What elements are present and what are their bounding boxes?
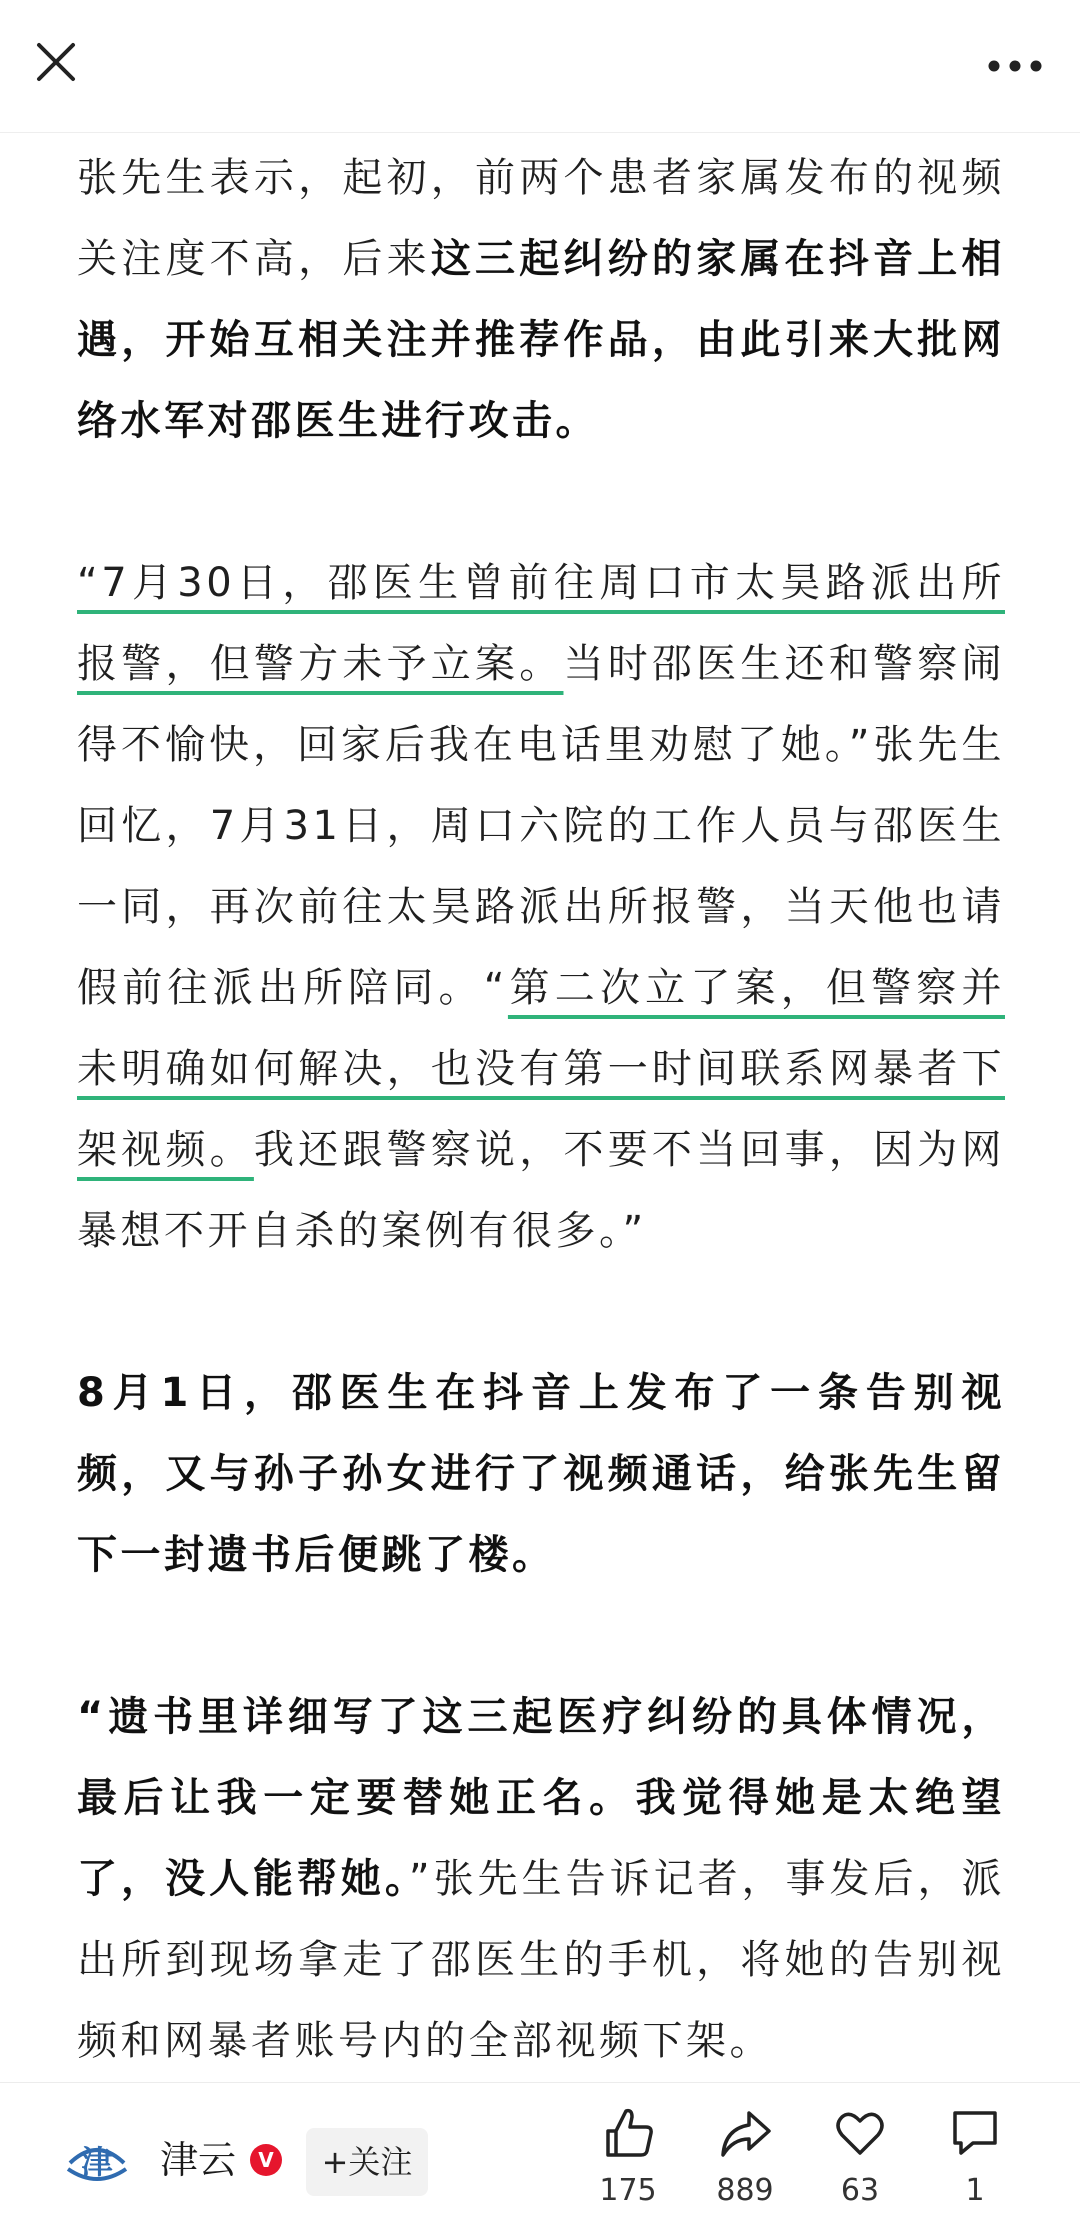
- jin-logo-icon[interactable]: [62, 2125, 132, 2195]
- verified-badge-icon: V: [250, 2144, 282, 2176]
- heart-icon: [832, 2105, 888, 2161]
- like-count: 175: [599, 2173, 657, 2208]
- follow-button[interactable]: +关注: [306, 2128, 428, 2196]
- paragraph-1-text: 张先生表示，起初，前两个患者家属发布的视频关注度不高，后来: [77, 155, 1005, 282]
- paragraph-3-bold: 8月1日，邵医生在抖音上发布了一条告别视频，又与孙子孙女进行了视频通话，给张先生留下一封遗书后便跳了楼。: [77, 1370, 1005, 1578]
- close-button[interactable]: [26, 32, 86, 92]
- close-icon: [35, 41, 77, 83]
- paragraph-2-text-1: 当时邵医生还和警察闹得不愉快，回家后我在电话里劝慰了她。”张先生回忆，7月31日，周口六院的工作人员与邵医生一同，再次前往太昊路派出所报警，当天他也请假前往派出所陪同。“: [77, 641, 1005, 1011]
- share-count: 889: [716, 2173, 774, 2208]
- svg-text:津: 津: [80, 2143, 114, 2181]
- article-body: [77, 132, 1005, 2082]
- share-button[interactable]: [690, 2105, 800, 2225]
- share-icon: [717, 2105, 773, 2161]
- thumbs-up-icon: [600, 2105, 656, 2161]
- paragraph-4-text: ”张先生告诉记者，事发后，派出所到现场拿走了邵医生的手机，将她的告别视频和网暴者账号内的全部视频下架。: [77, 1856, 1005, 2064]
- top-bar: [0, 0, 1080, 133]
- bottom-bar: [0, 2082, 1080, 2236]
- paragraph-2-text-2: 我还跟警察说，不要不当回事，因为网暴想不开自杀的案例有很多。”: [77, 1127, 1005, 1254]
- comment-icon: [947, 2105, 1003, 2161]
- paragraph-1-bold: 这三起纠纷的家属在抖音上相遇，开始互相关注并推荐作品，由此引来大批网络水军对邵医生进行攻击。: [77, 236, 1005, 444]
- favorite-button[interactable]: [805, 2105, 915, 2225]
- highlighted-quote-2: 第二次立了案，但警察并未明确如何解决，也没有第一时间联系网暴者下架视频。: [77, 965, 1005, 1173]
- paragraph-1: [77, 132, 1005, 462]
- paragraph-4: [77, 1677, 1005, 2082]
- author-name[interactable]: 津云: [160, 2138, 237, 2182]
- paragraph-2: [77, 543, 1005, 1272]
- like-button[interactable]: [573, 2105, 683, 2225]
- favorite-count: 63: [840, 2173, 880, 2208]
- paragraph-4-bold: “遗书里详细写了这三起医疗纠纷的具体情况，最后让我一定要替她正名。我觉得她是太绝望了，没人能帮她。: [77, 1694, 1005, 1902]
- paragraph-3: [77, 1353, 1005, 1596]
- comment-count: 1: [965, 2173, 985, 2208]
- highlighted-quote-1: “7月30日，邵医生曾前往周口市太昊路派出所报警，但警方未予立案。: [77, 560, 1005, 687]
- more-icon: [987, 59, 1043, 73]
- comment-button[interactable]: [920, 2105, 1030, 2225]
- more-button[interactable]: [980, 36, 1050, 96]
